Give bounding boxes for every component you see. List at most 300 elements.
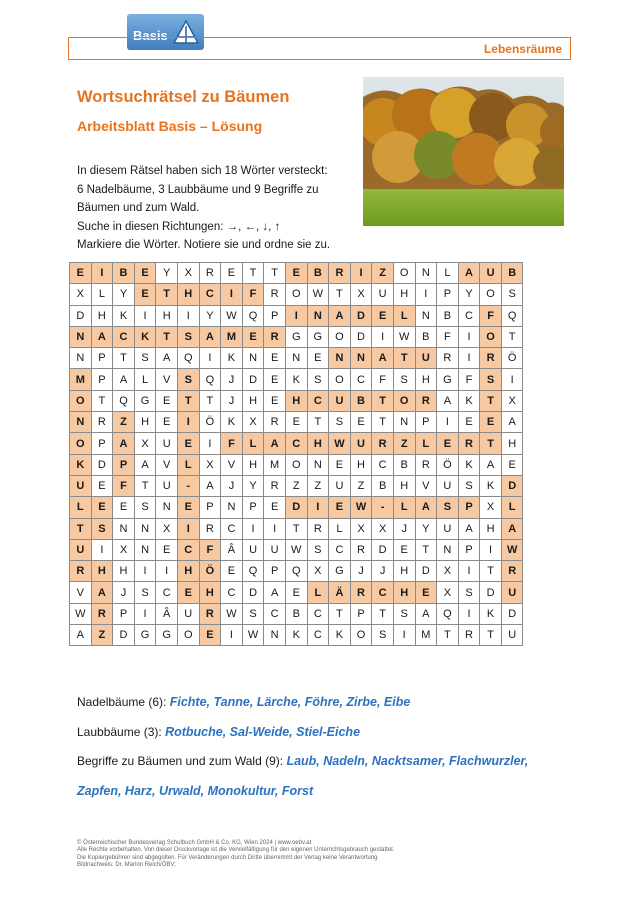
grid-cell: H	[242, 454, 264, 475]
grid-cell: L	[134, 369, 156, 390]
grid-cell: C	[307, 603, 329, 624]
grid-cell: F	[480, 305, 502, 326]
grid-cell: W	[221, 603, 243, 624]
grid-cell: Q	[113, 390, 135, 411]
grid-cell: P	[113, 603, 135, 624]
grid-cell: O	[329, 326, 351, 347]
grid-cell: P	[350, 603, 372, 624]
grid-cell: W	[242, 625, 264, 646]
grid-row	[70, 497, 523, 518]
page-subtitle: Arbeitsblatt Basis – Lösung	[77, 118, 263, 134]
grid-cell: L	[437, 263, 459, 284]
grid-cell: N	[156, 497, 178, 518]
grid-cell: V	[221, 454, 243, 475]
grid-cell: X	[437, 582, 459, 603]
grid-cell: X	[70, 284, 92, 305]
grid-cell: E	[285, 582, 307, 603]
grid-cell: U	[329, 390, 351, 411]
grid-cell: W	[221, 305, 243, 326]
grid-cell: C	[221, 518, 243, 539]
grid-cell: B	[393, 454, 415, 475]
grid-cell: H	[393, 284, 415, 305]
grid-cell: E	[501, 454, 523, 475]
grid-cell: N	[70, 348, 92, 369]
grid-row	[70, 284, 523, 305]
grid-cell: D	[501, 603, 523, 624]
grid-cell: O	[480, 284, 502, 305]
grid-cell: D	[70, 305, 92, 326]
grid-cell: H	[501, 433, 523, 454]
grid-row	[70, 561, 523, 582]
grid-cell: N	[415, 305, 437, 326]
grid-cell: E	[156, 412, 178, 433]
grid-cell: S	[393, 603, 415, 624]
grid-cell: A	[134, 454, 156, 475]
grid-cell: F	[372, 369, 394, 390]
grid-cell: E	[113, 497, 135, 518]
grid-cell: Y	[113, 284, 135, 305]
grid-cell: E	[264, 369, 286, 390]
grid-cell: T	[285, 518, 307, 539]
grid-cell: F	[221, 433, 243, 454]
grid-cell: A	[113, 433, 135, 454]
grid-cell: Ö	[199, 412, 221, 433]
grid-cell: O	[480, 326, 502, 347]
grid-cell: P	[113, 454, 135, 475]
grid-cell: I	[350, 263, 372, 284]
grid-cell: X	[199, 454, 221, 475]
grid-cell: I	[134, 561, 156, 582]
grid-cell: Z	[91, 625, 113, 646]
grid-cell: K	[70, 454, 92, 475]
answer-label: Laubbäume (3):	[77, 724, 162, 739]
grid-cell: S	[480, 369, 502, 390]
grid-cell: I	[177, 412, 199, 433]
grid-cell: E	[221, 263, 243, 284]
grid-cell: W	[285, 539, 307, 560]
grid-cell: S	[242, 603, 264, 624]
grid-cell: Ä	[329, 582, 351, 603]
grid-cell: F	[113, 475, 135, 496]
grid-cell: N	[242, 348, 264, 369]
grid-cell: Â	[221, 539, 243, 560]
grid-cell: G	[134, 390, 156, 411]
grid-cell: A	[264, 582, 286, 603]
grid-cell: N	[221, 497, 243, 518]
grid-cell: E	[177, 433, 199, 454]
grid-cell: T	[307, 412, 329, 433]
grid-cell: R	[372, 433, 394, 454]
grid-cell: A	[113, 369, 135, 390]
grid-cell: R	[199, 263, 221, 284]
grid-cell: A	[91, 326, 113, 347]
grid-cell: A	[458, 518, 480, 539]
grid-cell: A	[329, 305, 351, 326]
section-label: Lebensräume	[483, 42, 562, 56]
grid-cell: P	[437, 284, 459, 305]
grid-cell: X	[156, 518, 178, 539]
grid-cell: E	[307, 348, 329, 369]
answer-value: Zapfen, Harz, Urwald, Monokultur, Forst	[77, 783, 314, 798]
grid-cell: L	[329, 518, 351, 539]
grid-cell: I	[458, 561, 480, 582]
grid-cell: W	[350, 497, 372, 518]
grid-cell: A	[264, 433, 286, 454]
grid-cell: N	[329, 348, 351, 369]
grid-cell: F	[199, 539, 221, 560]
grid-cell: I	[91, 263, 113, 284]
footer-line: Bildnachweis: Dr. Marion Reich/ÖBV;	[77, 861, 176, 868]
grid-cell: I	[372, 326, 394, 347]
grid-cell: T	[480, 561, 502, 582]
grid-cell: T	[501, 326, 523, 347]
grid-cell: Z	[393, 433, 415, 454]
grid-cell: T	[329, 284, 351, 305]
grid-cell: T	[329, 603, 351, 624]
grid-cell: C	[156, 582, 178, 603]
grid-cell: K	[480, 603, 502, 624]
grid-cell: E	[70, 263, 92, 284]
grid-cell: E	[156, 390, 178, 411]
grid-cell: D	[91, 454, 113, 475]
grid-cell: Q	[501, 305, 523, 326]
answer-row-terms-continued	[77, 784, 528, 814]
grid-cell: L	[242, 433, 264, 454]
grid-cell: U	[480, 263, 502, 284]
grid-cell: M	[221, 326, 243, 347]
grid-cell: I	[221, 284, 243, 305]
grid-cell: H	[242, 390, 264, 411]
grid-cell: D	[242, 582, 264, 603]
grid-cell: E	[264, 390, 286, 411]
grid-cell: N	[113, 518, 135, 539]
grid-cell: P	[91, 348, 113, 369]
grid-row	[70, 518, 523, 539]
grid-cell: K	[458, 454, 480, 475]
grid-cell: R	[264, 412, 286, 433]
grid-cell: I	[177, 305, 199, 326]
grid-row	[70, 582, 523, 603]
grid-cell: T	[156, 284, 178, 305]
grid-cell: C	[458, 305, 480, 326]
grid-cell: A	[437, 390, 459, 411]
grid-cell: E	[221, 561, 243, 582]
grid-cell: N	[350, 348, 372, 369]
grid-cell: S	[329, 412, 351, 433]
grid-cell: I	[458, 348, 480, 369]
grid-cell: H	[307, 433, 329, 454]
grid-cell: I	[199, 348, 221, 369]
grid-cell: H	[134, 412, 156, 433]
grid-cell: S	[91, 518, 113, 539]
grid-cell: E	[91, 475, 113, 496]
logo-text: Basis	[133, 28, 168, 43]
grid-cell: R	[307, 518, 329, 539]
grid-cell: N	[307, 305, 329, 326]
grid-cell: Ö	[501, 348, 523, 369]
grid-cell: G	[134, 625, 156, 646]
grid-cell: K	[221, 348, 243, 369]
grid-cell: S	[372, 625, 394, 646]
grid-cell: Y	[242, 475, 264, 496]
grid-cell: H	[285, 390, 307, 411]
grid-cell: I	[156, 561, 178, 582]
grid-cell: Q	[242, 305, 264, 326]
grid-cell: U	[437, 475, 459, 496]
grid-cell: I	[480, 539, 502, 560]
grid-cell: O	[70, 433, 92, 454]
grid-cell: I	[393, 625, 415, 646]
grid-cell: P	[458, 497, 480, 518]
grid-cell: A	[372, 348, 394, 369]
grid-cell: V	[156, 369, 178, 390]
grid-cell: G	[329, 561, 351, 582]
grid-cell: U	[501, 582, 523, 603]
grid-cell: T	[372, 603, 394, 624]
grid-cell: B	[501, 263, 523, 284]
grid-cell: V	[415, 475, 437, 496]
grid-cell: X	[501, 390, 523, 411]
instruction-line: Bäumen und zum Wald.	[77, 202, 200, 214]
grid-cell: A	[480, 454, 502, 475]
grid-cell: E	[199, 625, 221, 646]
instruction-line: 6 Nadelbäume, 3 Laubbäume und 9 Begriffe zu	[77, 183, 319, 196]
grid-row	[70, 305, 523, 326]
grid-cell: I	[242, 518, 264, 539]
grid-cell: O	[70, 390, 92, 411]
grid-cell: Y	[156, 263, 178, 284]
word-search-grid	[69, 262, 523, 646]
answer-row-terms	[77, 754, 528, 784]
grid-cell: O	[329, 369, 351, 390]
grid-cell: U	[501, 625, 523, 646]
grid-cell: T	[70, 518, 92, 539]
grid-cell: Y	[415, 518, 437, 539]
grid-row	[70, 539, 523, 560]
grid-cell: L	[415, 433, 437, 454]
forest-photo	[363, 77, 564, 226]
grid-cell: P	[458, 539, 480, 560]
grid-cell: C	[372, 582, 394, 603]
grid-cell: X	[372, 518, 394, 539]
grid-cell: E	[372, 305, 394, 326]
grid-cell: Q	[242, 561, 264, 582]
grid-cell: K	[113, 305, 135, 326]
grid-cell: L	[393, 305, 415, 326]
header-bar	[68, 37, 571, 60]
grid-cell: U	[242, 539, 264, 560]
grid-cell: K	[329, 625, 351, 646]
grid-cell: I	[415, 284, 437, 305]
grid-cell: X	[242, 412, 264, 433]
grid-row	[70, 475, 523, 496]
grid-cell: H	[350, 454, 372, 475]
grid-cell: Ö	[199, 561, 221, 582]
page-title: Wortsuchrätsel zu Bäumen	[77, 88, 290, 106]
answer-value: Fichte, Tanne, Lärche, Föhre, Zirbe, Eibe	[169, 695, 411, 709]
grid-cell: C	[285, 433, 307, 454]
grid-cell: V	[70, 582, 92, 603]
copyright-footer	[77, 840, 395, 869]
grid-cell: T	[177, 390, 199, 411]
grid-cell: T	[480, 390, 502, 411]
grid-cell: H	[113, 561, 135, 582]
grid-cell: E	[264, 348, 286, 369]
grid-cell: H	[415, 369, 437, 390]
grid-cell: X	[480, 497, 502, 518]
grid-cell: J	[221, 369, 243, 390]
grid-cell: J	[221, 475, 243, 496]
grid-cell: I	[199, 433, 221, 454]
grid-cell: E	[177, 582, 199, 603]
grid-cell: F	[437, 326, 459, 347]
grid-cell: U	[372, 284, 394, 305]
grid-cell: G	[437, 369, 459, 390]
grid-cell: T	[372, 412, 394, 433]
grid-cell: H	[199, 582, 221, 603]
grid-cell: E	[437, 433, 459, 454]
grid-cell: C	[177, 539, 199, 560]
grid-cell: J	[393, 518, 415, 539]
grid-cell: D	[350, 305, 372, 326]
grid-cell: W	[70, 603, 92, 624]
answer-row-deciduous	[77, 725, 528, 755]
grid-cell: B	[113, 263, 135, 284]
grid-cell: R	[91, 603, 113, 624]
grid-cell: F	[458, 369, 480, 390]
grid-cell: E	[458, 412, 480, 433]
grid-cell: R	[199, 518, 221, 539]
grid-cell: I	[437, 412, 459, 433]
grid-cell: I	[307, 497, 329, 518]
grid-cell: O	[285, 284, 307, 305]
grid-cell: R	[329, 263, 351, 284]
grid-cell: P	[264, 305, 286, 326]
grid-row	[70, 412, 523, 433]
grid-cell: R	[264, 284, 286, 305]
grid-cell: R	[350, 582, 372, 603]
grid-row	[70, 603, 523, 624]
grid-cell: D	[415, 561, 437, 582]
grid-cell: R	[415, 390, 437, 411]
grid-cell: D	[350, 326, 372, 347]
grid-cell: A	[501, 412, 523, 433]
grid-cell: L	[393, 497, 415, 518]
grid-cell: W	[329, 433, 351, 454]
grid-cell: S	[134, 582, 156, 603]
grid-cell: -	[177, 475, 199, 496]
grid-cell: M	[264, 454, 286, 475]
grid-cell: C	[307, 390, 329, 411]
grid-cell: W	[393, 326, 415, 347]
grid-row	[70, 433, 523, 454]
grid-cell: H	[91, 305, 113, 326]
grid-cell: A	[458, 263, 480, 284]
grid-cell: S	[501, 284, 523, 305]
grid-cell: P	[91, 369, 113, 390]
grid-cell: I	[285, 305, 307, 326]
grid-cell: T	[134, 475, 156, 496]
grid-cell: R	[264, 475, 286, 496]
grid-cell: I	[177, 518, 199, 539]
grid-cell: T	[372, 390, 394, 411]
grid-cell: B	[415, 326, 437, 347]
grid-cell: D	[372, 539, 394, 560]
grid-cell: S	[134, 348, 156, 369]
grid-row	[70, 263, 523, 284]
grid-cell: E	[242, 326, 264, 347]
grid-cell: N	[437, 539, 459, 560]
grid-cell: L	[307, 582, 329, 603]
grid-cell: N	[307, 454, 329, 475]
grid-row	[70, 369, 523, 390]
grid-cell: X	[134, 433, 156, 454]
grid-cell: N	[415, 263, 437, 284]
grid-cell: B	[350, 390, 372, 411]
grid-cell: T	[415, 539, 437, 560]
grid-cell: I	[458, 603, 480, 624]
grid-cell: I	[134, 305, 156, 326]
grid-cell: A	[415, 603, 437, 624]
grid-cell: P	[264, 561, 286, 582]
grid-cell: E	[285, 412, 307, 433]
grid-cell: U	[156, 475, 178, 496]
grid-cell: T	[113, 348, 135, 369]
grid-cell: B	[307, 263, 329, 284]
grid-cell: T	[264, 263, 286, 284]
grid-cell: L	[177, 454, 199, 475]
grid-cell: E	[350, 412, 372, 433]
grid-cell: K	[134, 326, 156, 347]
grid-cell: C	[199, 284, 221, 305]
grid-cell: H	[393, 475, 415, 496]
grid-cell: F	[242, 284, 264, 305]
grid-cell: T	[156, 326, 178, 347]
grid-cell: E	[329, 454, 351, 475]
grid-cell: I	[264, 518, 286, 539]
grid-cell: Z	[285, 475, 307, 496]
grid-cell: U	[350, 433, 372, 454]
grid-cell: U	[156, 433, 178, 454]
grid-cell: A	[199, 326, 221, 347]
grid-cell: K	[480, 475, 502, 496]
instruction-line: Suche in diesen Richtungen: →, ←, ↓, ↑	[77, 220, 281, 233]
answer-label: Begriffe zu Bäumen und zum Wald (9):	[77, 754, 284, 768]
grid-cell: V	[156, 454, 178, 475]
grid-cell: U	[415, 348, 437, 369]
grid-cell: Q	[199, 369, 221, 390]
grid-cell: G	[307, 326, 329, 347]
grid-cell: D	[285, 497, 307, 518]
grid-cell: E	[415, 582, 437, 603]
grid-cell: A	[156, 348, 178, 369]
grid-cell: S	[307, 539, 329, 560]
answer-label: Nadelbäume (6):	[77, 695, 167, 709]
instruction-line: Markiere die Wörter. Notiere sie und ordne sie zu.	[77, 239, 331, 251]
grid-cell: Z	[307, 475, 329, 496]
grid-cell: U	[329, 475, 351, 496]
grid-cell: T	[242, 263, 264, 284]
grid-cell: S	[134, 497, 156, 518]
grid-cell: T	[480, 625, 502, 646]
grid-cell: R	[199, 603, 221, 624]
grid-cell: Y	[199, 305, 221, 326]
grid-cell: E	[91, 497, 113, 518]
grid-cell: X	[113, 539, 135, 560]
grid-cell: T	[480, 433, 502, 454]
grid-cell: J	[350, 561, 372, 582]
grid-cell: N	[285, 348, 307, 369]
